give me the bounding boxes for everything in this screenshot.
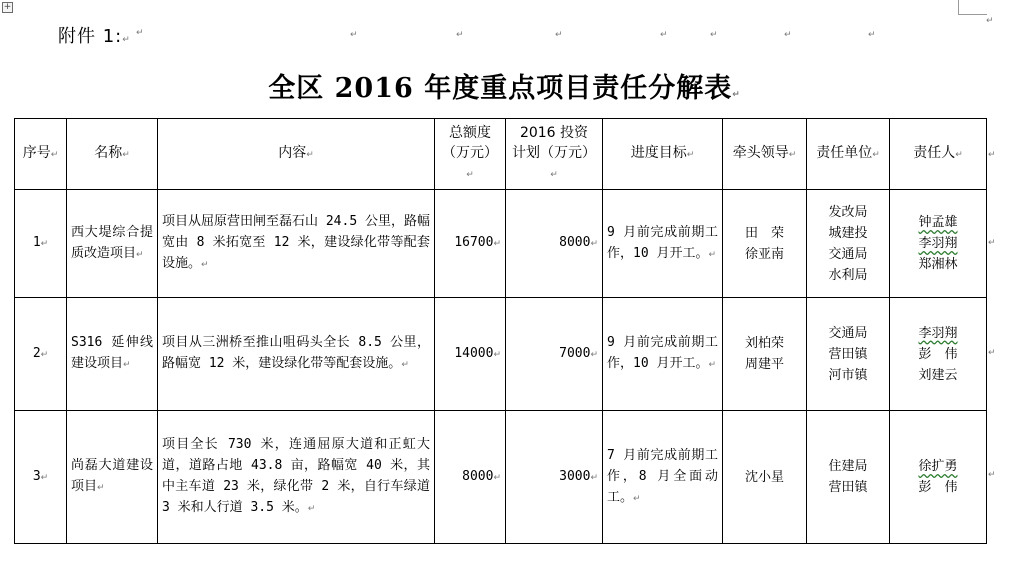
cell-name: 西大堤综合提质改造项目↵ bbox=[67, 190, 158, 298]
annex-label: 附件 1:↵ bbox=[58, 26, 131, 47]
paragraph-mark: ↵ bbox=[710, 30, 718, 40]
paragraph-mark: ↵ bbox=[555, 30, 563, 40]
cell-target: 9 月前完成前期工作，10 月开工。↵ bbox=[603, 298, 723, 411]
paragraph-mark: ↵ bbox=[868, 30, 876, 40]
table-row bbox=[15, 190, 987, 298]
cell-leader: 田 荣 徐亚南 bbox=[723, 190, 807, 298]
cell-no: 1↵ bbox=[15, 190, 67, 298]
cell-leader: 沈小星 bbox=[723, 411, 807, 544]
paragraph-mark: ↵ bbox=[456, 30, 464, 40]
header-target: 进度目标↵ bbox=[603, 119, 723, 190]
table-row bbox=[15, 298, 987, 411]
cell-plan: 3000↵ bbox=[506, 411, 603, 544]
paragraph-mark: ↵ bbox=[350, 30, 358, 40]
paragraph-mark: ↵ bbox=[988, 470, 996, 480]
cell-unit: 发改局 城建投 交通局 水利局 bbox=[807, 190, 890, 298]
paragraph-mark: ↵ bbox=[136, 28, 144, 38]
header-unit: 责任单位↵ bbox=[807, 119, 890, 190]
cell-target: 7 月前完成前期工作，8 月全面动工。↵ bbox=[603, 411, 723, 544]
cell-total: 16700↵ bbox=[435, 190, 506, 298]
page-margin-mark bbox=[958, 0, 987, 15]
cell-total: 8000↵ bbox=[435, 411, 506, 544]
header-name: 名称↵ bbox=[67, 119, 158, 190]
table-header-row bbox=[15, 119, 987, 190]
cell-content: 项目全长 730 米，连通屈原大道和正虹大道，道路占地 43.8 亩，路幅宽 40 米，其中主车道 23 米，绿化带 2 米，自行车绿道 3 米和人行道 3.5 米。↵ bbox=[158, 411, 435, 544]
cell-no: 3↵ bbox=[15, 411, 67, 544]
cell-total: 14000↵ bbox=[435, 298, 506, 411]
header-content: 内容↵ bbox=[158, 119, 435, 190]
cell-plan: 8000↵ bbox=[506, 190, 603, 298]
cell-person: 徐扩勇 彭 伟 bbox=[890, 411, 987, 544]
table-row bbox=[15, 411, 987, 544]
paragraph-mark: ↵ bbox=[988, 150, 996, 160]
header-total: 总额度 （万元）↵ bbox=[435, 119, 506, 190]
table-move-handle[interactable]: + bbox=[3, 2, 12, 12]
cell-person: 李羽翔 彭 伟 刘建云 bbox=[890, 298, 987, 411]
paragraph-mark: ↵ bbox=[988, 348, 996, 358]
cell-name: S316 延伸线建设项目↵ bbox=[67, 298, 158, 411]
paragraph-mark: ↵ bbox=[660, 30, 668, 40]
cell-target: 9 月前完成前期工作，10 月开工。↵ bbox=[603, 190, 723, 298]
header-leader: 牵头领导↵ bbox=[723, 119, 807, 190]
cell-content: 项目从三洲桥至推山咀码头全长 8.5 公里，路幅宽 12 米，建设绿化带等配套设施。↵ bbox=[158, 298, 435, 411]
responsibility-table bbox=[14, 118, 987, 544]
cell-unit: 交通局 营田镇 河市镇 bbox=[807, 298, 890, 411]
paragraph-mark: ↵ bbox=[784, 30, 792, 40]
cell-person: 钟孟雄 李羽翔 郑湘林 bbox=[890, 190, 987, 298]
cell-no: 2↵ bbox=[15, 298, 67, 411]
cell-leader: 刘柏荣 周建平 bbox=[723, 298, 807, 411]
header-no: 序号↵ bbox=[15, 119, 67, 190]
cell-unit: 住建局 营田镇 bbox=[807, 411, 890, 544]
page-title: 全区 2016 年度重点项目责任分解表↵ bbox=[268, 73, 741, 104]
paragraph-mark: ↵ bbox=[986, 16, 994, 26]
cell-plan: 7000↵ bbox=[506, 298, 603, 411]
header-plan: 2016 投资 计划（万元）↵ bbox=[506, 119, 603, 190]
cell-content: 项目从屈原营田闸至磊石山 24.5 公里，路幅宽由 8 米拓宽至 12 米，建设绿化带等配套设施。↵ bbox=[158, 190, 435, 298]
cell-name: 尚磊大道建设项目↵ bbox=[67, 411, 158, 544]
paragraph-mark: ↵ bbox=[988, 238, 996, 248]
header-person: 责任人↵ bbox=[890, 119, 987, 190]
